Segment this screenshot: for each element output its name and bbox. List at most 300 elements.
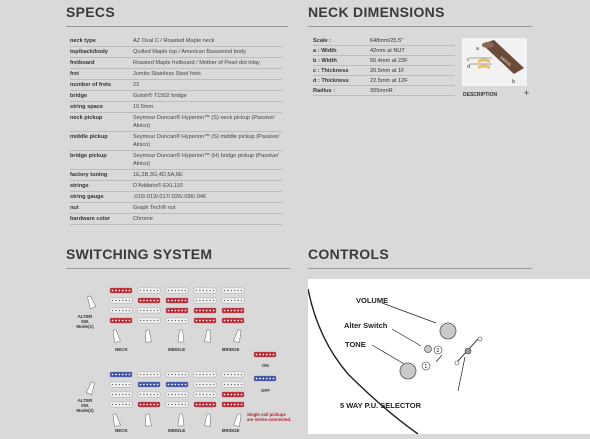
pickup-pole (150, 404, 152, 406)
pickup-pole (181, 290, 183, 292)
pickup-pole (199, 384, 201, 386)
pickup-pole (209, 374, 211, 376)
pickup-pole (115, 310, 117, 312)
label-radius: RADIUS (499, 55, 512, 67)
pickup-pole (199, 394, 201, 396)
pickup-pole (227, 404, 229, 406)
pickup-pole (234, 310, 236, 312)
pickup-pole (227, 300, 229, 302)
pickup-pole (118, 310, 120, 312)
selector-lever-1 (178, 330, 184, 342)
pickup-pole (227, 310, 229, 312)
pickup-pole (174, 404, 176, 406)
pickup-pole (196, 384, 198, 386)
pickup-pole (140, 384, 142, 386)
pickup-pole (140, 300, 142, 302)
spec-value: 1E,2B,3G,4D,5A,6E (133, 170, 282, 181)
pickup-pole (118, 374, 120, 376)
spec-value: .010/.013/.017/.026/.036/.046 (133, 192, 282, 203)
pickup-pole (174, 384, 176, 386)
pickup-pole (224, 320, 226, 322)
pickup-pole (178, 300, 180, 302)
spec-key: middle pickup (70, 132, 133, 151)
spec-key: neck pickup (70, 113, 133, 132)
pickup-pole (143, 394, 145, 396)
pickup-pole (129, 404, 131, 406)
pickup-pole (168, 290, 170, 292)
neck-row (313, 76, 455, 86)
neck-key: Radius : (313, 86, 370, 96)
pickup-pole (178, 384, 180, 386)
pickup-pole (196, 394, 198, 396)
pickup-pole (227, 320, 229, 322)
label-d: d (467, 64, 471, 70)
pickup-pole (168, 310, 170, 312)
pickup-pole (206, 394, 208, 396)
spec-row (70, 69, 282, 80)
selector-screw-top (478, 337, 482, 341)
pickup-pole (112, 300, 114, 302)
neck-row (313, 46, 455, 56)
pickup-pole (196, 290, 198, 292)
neck-key: d : Thickness (313, 76, 370, 86)
pickup-pole (146, 384, 148, 386)
pickup-pole (213, 320, 215, 322)
pickup-pole (122, 374, 124, 376)
pickup-pole (122, 394, 124, 396)
pickup-pole (234, 320, 236, 322)
spec-row (70, 170, 282, 181)
pickup-pole (181, 404, 183, 406)
pickup-pole (143, 404, 145, 406)
pickup-pole (230, 320, 232, 322)
pickup-pole (202, 394, 204, 396)
pickup-pole (199, 374, 201, 376)
pickup-pole (181, 374, 183, 376)
selector-lever-2 (234, 413, 243, 426)
pickup-pole (266, 378, 268, 380)
pickup-pole (146, 320, 148, 322)
mode2-label: ALTER SW. Mode(2) (76, 398, 94, 413)
pickup-pole (150, 374, 152, 376)
pickup-pole (241, 320, 243, 322)
pickup-pole (202, 320, 204, 322)
pickup-pole (234, 290, 236, 292)
alter-switch-label: Alter Switch (344, 321, 388, 330)
pickup-pole (129, 320, 131, 322)
controls-diagram (308, 279, 590, 434)
pickup-pole (209, 404, 211, 406)
pickup-pole (213, 374, 215, 376)
selector-lever-1 (112, 329, 121, 342)
pickup-pole (112, 374, 114, 376)
pickup-pole (125, 404, 127, 406)
pickup-pole (150, 310, 152, 312)
pickup-pole (209, 310, 211, 312)
pickup-pole (196, 374, 198, 376)
pickup-pole (168, 374, 170, 376)
pickup-pole (171, 384, 173, 386)
pickup-pole (213, 290, 215, 292)
pickup-pole (168, 394, 170, 396)
pickup-pole (241, 310, 243, 312)
pickup-pole (202, 384, 204, 386)
pickup-pole (185, 320, 187, 322)
neck-key: b : Width (313, 56, 370, 66)
pickup-pole (157, 384, 159, 386)
switching-svg (66, 276, 290, 434)
alter-switch[interactable] (425, 346, 432, 353)
marker-two-text: 2 (436, 348, 440, 354)
pickup-pole (262, 354, 264, 356)
pickup-pole (185, 300, 187, 302)
pickup-pole (224, 384, 226, 386)
pickup-pole (118, 404, 120, 406)
pickup-pole (266, 354, 268, 356)
pickup-pole (185, 404, 187, 406)
pickup-pole (143, 374, 145, 376)
pickup-pole (174, 374, 176, 376)
pickup-pole (237, 384, 239, 386)
pickup-pole (171, 404, 173, 406)
spec-row (70, 91, 282, 102)
pickup-pole (227, 394, 229, 396)
description-label[interactable]: DESCRIPTION (463, 92, 498, 98)
pickup-pole (196, 310, 198, 312)
pickup-pole (112, 310, 114, 312)
pickup-pole (171, 310, 173, 312)
pickup-pole (125, 374, 127, 376)
pickup-pole (269, 378, 271, 380)
pickup-pole (140, 374, 142, 376)
selector-lever-1 (204, 330, 211, 342)
spec-value: Gotoh® T1502 bridge (133, 91, 282, 102)
pickup-pole (122, 310, 124, 312)
tone-label: TONE (345, 340, 366, 349)
pickup-pole (129, 394, 131, 396)
controls-title: CONTROLS (308, 246, 389, 262)
spec-value: Seymour Duncan® Hyperion™ (H) bridge pickup (Passive/ Alnico) (133, 151, 282, 170)
pickup-pole (209, 320, 211, 322)
pickup-pole (129, 374, 131, 376)
pickup-pole (174, 310, 176, 312)
pickup-pole (230, 384, 232, 386)
neck-value: 20.5mm at 1F (370, 66, 455, 76)
pickup-pole (185, 310, 187, 312)
pickup-pole (237, 320, 239, 322)
pickup-pole (125, 310, 127, 312)
pickup-pole (140, 394, 142, 396)
pickup-pole (206, 404, 208, 406)
tone-knob[interactable] (400, 363, 416, 379)
spec-row (70, 214, 282, 225)
pickup-pole (181, 300, 183, 302)
pickup-pole (157, 404, 159, 406)
legend-off: OFF (261, 388, 270, 393)
pickup-pole (157, 394, 159, 396)
spec-key: strings (70, 181, 133, 192)
pickup-pole (146, 300, 148, 302)
pickup-pole (273, 378, 275, 380)
selector-lever-2 (144, 414, 151, 426)
pickup-pole (196, 320, 198, 322)
pickup-pole (234, 300, 236, 302)
neck-value: 22.5mm at 12F (370, 76, 455, 86)
pickup-pole (171, 394, 173, 396)
pickup-pole (209, 290, 211, 292)
pickup-pole (112, 404, 114, 406)
pickup-pole (112, 384, 114, 386)
pickup-pole (157, 320, 159, 322)
pickup-pole (115, 394, 117, 396)
pickup-pole (146, 394, 148, 396)
spec-row (70, 80, 282, 91)
selector-lever-1 (234, 329, 243, 342)
pickup-pole (230, 404, 232, 406)
pickup-pole (230, 310, 232, 312)
pickup-pole (230, 290, 232, 292)
pickup-pole (213, 300, 215, 302)
pickup-pole (153, 310, 155, 312)
pickup-pole (206, 374, 208, 376)
pickup-pole (230, 394, 232, 396)
pickup-pole (199, 300, 201, 302)
pickup-pole (171, 374, 173, 376)
pickup-pole (140, 320, 142, 322)
pickup-pole (129, 310, 131, 312)
pickup-pole (227, 384, 229, 386)
selector-lever-2 (112, 413, 121, 426)
pickup-pole (153, 394, 155, 396)
pickup-pole (125, 384, 127, 386)
pickup-pole (168, 300, 170, 302)
pickup-pole (112, 290, 114, 292)
pickup-pole (213, 404, 215, 406)
pickup-pole (227, 290, 229, 292)
pickup-pole (209, 394, 211, 396)
pickup-pole (171, 320, 173, 322)
pickup-pole (230, 374, 232, 376)
pickup-pole (199, 404, 201, 406)
controls-svg (308, 279, 590, 434)
pos-neck-2: NECK (115, 428, 128, 433)
neck-row (313, 56, 455, 66)
spec-key: string space (70, 102, 133, 113)
pickup-pole (206, 384, 208, 386)
spec-key: nut (70, 203, 133, 214)
pickup-pole (199, 310, 201, 312)
volume-knob[interactable] (440, 323, 456, 339)
spec-key: bridge (70, 91, 133, 102)
pickup-pole (140, 404, 142, 406)
spec-key: fretboard (70, 58, 133, 69)
pickup-pole (241, 384, 243, 386)
neck-rule (308, 26, 532, 27)
pickup-pole (171, 300, 173, 302)
pickup-pole (115, 300, 117, 302)
pickup-pole (129, 384, 131, 386)
switching-diagram (66, 276, 290, 434)
pickup-pole (168, 384, 170, 386)
pickup-pole (237, 300, 239, 302)
spec-value: Chrome (133, 214, 282, 225)
pickup-pole (202, 300, 204, 302)
pickup-pole (237, 394, 239, 396)
pickup-pole (178, 374, 180, 376)
neck-dimensions-title: NECK DIMENSIONS (308, 4, 445, 20)
pickup-pole (150, 394, 152, 396)
neck-key: Scale : (313, 36, 370, 46)
pickup-pole (185, 374, 187, 376)
pickup-pole (234, 404, 236, 406)
pickup-pole (196, 404, 198, 406)
pickup-pole (122, 300, 124, 302)
spec-value: Roasted Maple fretboard / Mother of Pearl dot inlay (133, 58, 282, 69)
pickup-pole (206, 320, 208, 322)
pickup-pole (125, 320, 127, 322)
pickup-pole (224, 300, 226, 302)
pickup-pole (181, 320, 183, 322)
pickup-pole (196, 300, 198, 302)
pickup-pole (174, 320, 176, 322)
pickup-pole (241, 290, 243, 292)
pickup-pole (206, 310, 208, 312)
pickup-pole (143, 384, 145, 386)
spec-row (70, 102, 282, 113)
alter-lever-1 (86, 295, 96, 308)
pickup-pole (118, 290, 120, 292)
pickup-pole (115, 384, 117, 386)
selector-lever[interactable] (465, 348, 471, 354)
pickup-pole (157, 290, 159, 292)
spec-value: Seymour Duncan® Hyperion™ (S) middle pickup (Passive/ Alnico) (133, 132, 282, 151)
spec-key: neck type (70, 36, 133, 47)
pos-bridge-2: BRIDGE (222, 428, 240, 433)
pickup-pole (150, 320, 152, 322)
marker-link (436, 355, 442, 362)
pickup-pole (146, 290, 148, 292)
pickup-pole (171, 290, 173, 292)
pos-middle-1: MIDDLE (168, 347, 186, 352)
pickup-pole (146, 374, 148, 376)
pickup-pole (209, 300, 211, 302)
pickup-pole (115, 320, 117, 322)
pickup-pole (122, 320, 124, 322)
pickup-pole (143, 320, 145, 322)
pickup-pole (140, 290, 142, 292)
pickup-pole (143, 310, 145, 312)
pickup-pole (140, 310, 142, 312)
pickup-pole (157, 310, 159, 312)
neck-key: c : Thickness (313, 66, 370, 76)
neck-profile-d (478, 65, 490, 70)
neck-table (313, 36, 455, 96)
neck-diagram (462, 38, 527, 86)
pickup-pole (178, 310, 180, 312)
neck-row (313, 36, 455, 46)
pickup-pole (206, 300, 208, 302)
pickup-pole (209, 384, 211, 386)
mode1-label: ALTER SW. Mode(1) (76, 314, 94, 329)
expand-icon[interactable]: + (524, 88, 530, 98)
pickup-pole (259, 378, 261, 380)
pickup-pole (178, 320, 180, 322)
neck-row (313, 66, 455, 76)
neck-diagram-svg (462, 38, 527, 86)
pickup-pole (143, 290, 145, 292)
pickup-pole (174, 290, 176, 292)
spec-key: number of frets (70, 80, 133, 91)
pickup-pole (256, 354, 258, 356)
pickup-pole (178, 404, 180, 406)
pickup-pole (129, 300, 131, 302)
pickup-pole (115, 404, 117, 406)
label-b: b (512, 79, 516, 85)
specs-table (70, 36, 282, 225)
pickup-pole (174, 300, 176, 302)
selector-label: 5 WAY P.U. SELECTOR (340, 401, 422, 410)
selector-lever-2 (178, 414, 184, 426)
pos-middle-2: MIDDLE (168, 428, 186, 433)
spec-row (70, 58, 282, 69)
spec-value: 22 (133, 80, 282, 91)
pickup-pole (273, 354, 275, 356)
marker-one-text: 1 (424, 364, 428, 370)
pickup-pole (153, 290, 155, 292)
pickup-pole (224, 374, 226, 376)
spec-row (70, 192, 282, 203)
neck-row (313, 86, 455, 96)
tone-leader (372, 345, 406, 365)
spec-value: Seymour Duncan® Hyperion™ (S) neck pickup (Passive/ Alnico) (133, 113, 282, 132)
pickup-pole (202, 310, 204, 312)
spec-value: D'Addario® EXL110 (133, 181, 282, 192)
pickup-pole (269, 354, 271, 356)
selector-lever-2 (204, 414, 211, 426)
pickup-pole (227, 374, 229, 376)
pickup-pole (199, 320, 201, 322)
alter-leader (392, 329, 421, 346)
pickup-pole (224, 394, 226, 396)
pickup-pole (112, 394, 114, 396)
neck-value: 648mm/25.5" (370, 36, 455, 46)
pickup-pole (224, 290, 226, 292)
pickup-pole (181, 394, 183, 396)
body-outline (308, 289, 418, 434)
pickup-pole (224, 404, 226, 406)
spec-value: AZ Oval C / Roasted Maple neck (133, 36, 282, 47)
pickup-pole (241, 374, 243, 376)
pickup-pole (178, 290, 180, 292)
pickup-pole (178, 394, 180, 396)
pickup-pole (146, 310, 148, 312)
selector-screw-bottom (455, 361, 459, 365)
pickup-pole (125, 300, 127, 302)
pickup-pole (237, 290, 239, 292)
spec-key: top/back/body (70, 47, 133, 58)
pickup-pole (237, 404, 239, 406)
spec-row (70, 47, 282, 58)
pickup-pole (174, 394, 176, 396)
alter-lever-2 (86, 381, 96, 394)
pickup-pole (157, 374, 159, 376)
spec-row (70, 151, 282, 170)
pickup-pole (150, 384, 152, 386)
specs-rule (66, 26, 288, 27)
spec-key: hardware color (70, 214, 133, 225)
pickup-pole (115, 290, 117, 292)
pickup-pole (202, 290, 204, 292)
